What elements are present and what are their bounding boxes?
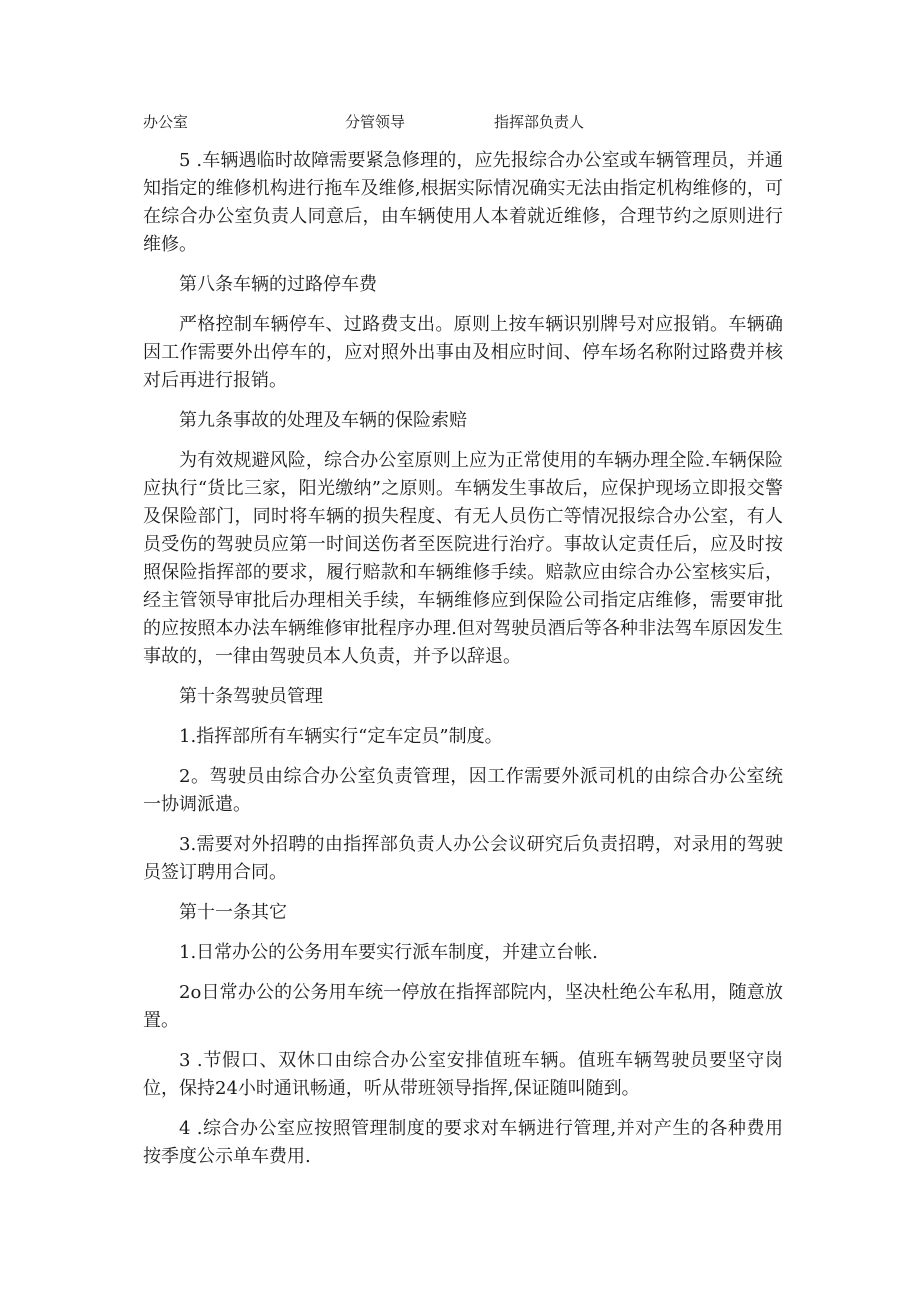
signature-leader-label: 分管领导 [345, 113, 406, 131]
paragraph-article-10-item-2: 2。驾驶员由综合办公室负责管理，因工作需要外派司机的由综合办公室统一协调派遣。 [143, 766, 783, 815]
paragraph-article-10-item-3: 3.需要对外招聘的由指挥部负责人办公会议研究后负责招聘，对录用的驾驶员签订聘用合同。 [143, 834, 783, 883]
heading-article-8: 第八条车辆的过路停车费 [179, 274, 377, 295]
paragraph-article-11-item-3: 3 .节假口、双休口由综合办公室安排值班车辆。值班车辆驾驶员要坚守岗位，保持24小时通讯畅通，听从带班领导指挥,保证随叫随到。 [143, 1050, 783, 1099]
signature-office-label: 办公室 [143, 113, 189, 131]
paragraph-article-9-body: 为有效规避风险，综合办公室原则上应为正常使用的车辆办理全险.车辆保险应执行“货比三家，阳光缴纳”之原则。车辆发生事故后，应保护现场立即报交警及保险部门，同时将车辆的损失程度、有无人员伤亡等情况报综合办公室，有人员受伤的驾驶员应第一时间送伤者至医院进行治疗。事故认定责任后，应及时按照保险指挥部的要求，履行赔款和车辆维修手续。赔款应由综合办公室核实后，经主管领导审批后办理相关手续，车辆维修应到保险公司指定店维修，需要审批的应按照本办法车辆维修审批程序办理.但对驾驶员酒后等各种非法驾车原因发生事故的，一律由驾驶员本人负责，并予以辞退。 [143, 450, 783, 667]
heading-article-9: 第九条事故的处理及车辆的保险索赔 [179, 410, 467, 431]
signature-head-label: 指挥部负责人 [494, 113, 585, 131]
paragraph-article-11-item-2: 2o日常办公的公务用车统一停放在指挥部院内，坚决杜绝公车私用，随意放置。 [143, 982, 783, 1031]
paragraph-article-11-item-1: 1.日常办公的公务用车要实行派车制度，并建立台帐. [179, 942, 598, 963]
paragraph-item-5-breakdown-repair: 5 .车辆遇临时故障需要紧急修理的，应先报综合办公室或车辆管理员，并通知指定的维修机构进行拖车及维修,根据实际情况确实无法由指定机构维修的，可在综合办公室负责人同意后，由车辆使用人本着就近维修，合理节约之原则进行维修。 [143, 150, 783, 255]
paragraph-article-10-item-1: 1.指挥部所有车辆实行“定车定员”制度。 [179, 726, 503, 747]
signature-row [0, 111, 920, 133]
paragraph-article-11-item-4: 4 .综合办公室应按照管理制度的要求对车辆进行管理,并对产生的各种费用按季度公示单车费用. [143, 1118, 783, 1167]
heading-article-10: 第十条驾驶员管理 [179, 686, 323, 707]
document-body [143, 147, 783, 1183]
paragraph-article-8-body: 严格控制车辆停车、过路费支出。原则上按车辆识别牌号对应报销。车辆确因工作需要外出停车的，应对照外出事由及相应时间、停车场名称附过路费并核对后再进行报销。 [143, 314, 783, 391]
heading-article-11: 第十一条其它 [179, 902, 287, 923]
